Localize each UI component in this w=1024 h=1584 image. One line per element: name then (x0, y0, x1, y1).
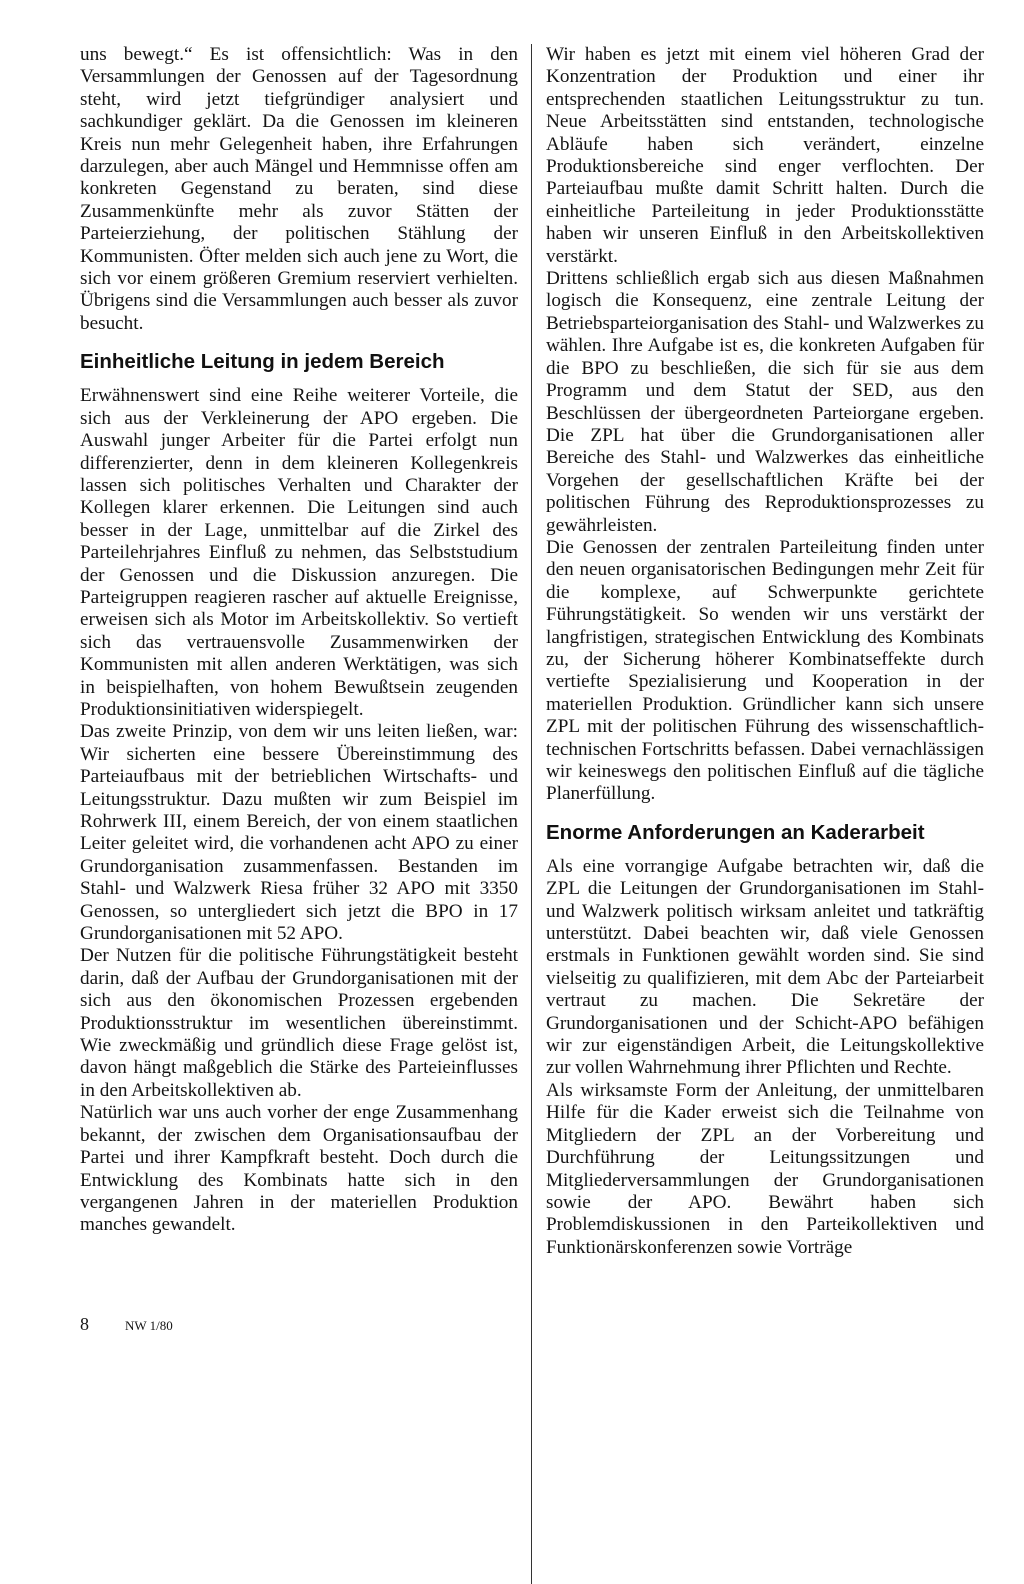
left-column (80, 44, 518, 1237)
column-divider (531, 44, 532, 1584)
paragraph: Wir haben es jetzt mit einem viel höheren Grad der Konzentration der Produktion und einer ihr entsprechenden staatlichen Leitungsstruktur zu tun. Neue Arbeitsstätten sind entstanden, technologische Abläufe haben sich verändert, einzelne Produktionsbereiche sind enger verflochten. Der Parteiaufbau mußte damit Schritt halten. Durch die einheitliche Parteileitung in jeder Produktionsstätte haben wir unseren Einfluß in den Arbeitskollektiven verstärkt. (546, 44, 984, 267)
section-heading: Einheitliche Leitung in jedem Bereich (80, 350, 445, 374)
paragraph: Das zweite Prinzip, von dem wir uns leiten ließen, war: Wir sicherten eine bessere Übereinstimmung des Parteiaufbaus mit der betrieblichen Wirtschafts- und Leitungsstruktur. Dazu mußten wir zum Beispiel im Rohrwerk III, einem Bereich, der von einem staatlichen Leiter geleitet wird, die vorhandenen acht APO zu einer Grundorganisation zusammenfassen. Bestanden im Stahl- und Walzwerk Riesa früher 32 APO mit 3350 Genossen, so untergliedert sich jetzt die BPO in 17 Grundorganisationen mit 52 APO. (80, 721, 518, 945)
paragraph: Drittens schließlich ergab sich aus diesen Maßnahmen logisch die Konsequenz, eine zentrale Leitung der Betriebsparteiorganisation des Stahl- und Walzwerkes zu wählen. Ihre Aufgabe ist es, die konkreten Aufgaben für die BPO zu beschließen, die sich für sie aus dem Programm und dem Statut der SED, aus den Beschlüssen der übergeordneten Parteiorgane ergeben. Die ZPL hat über die Grundorganisationen aller Bereiche des Stahl- und Walzwerkes das einheitliche Vorgehen der gesellschaftlichen Kräfte bei der politischen Führung des Reproduktionsprozesses zu gewährleisten. (546, 268, 984, 536)
paragraph: uns bewegt.“ Es ist offensichtlich: Was in den Versammlungen der Genossen auf der Tagesordnung steht, wird jetzt tiefgründiger analysiert und sachkundiger geklärt. Da die Genossen im kleineren Kreis nun mehr Gelegenheit haben, ihre Erfahrungen darzulegen, aber auch Mängel und Hemmnisse offen am konkreten Gegenstand zu beraten, sind diese Zusammenkünfte mehr als zuvor Stätten der Parteierziehung, der politischen Stählung der Kommunisten. Öfter melden sich auch jene zu Wort, die sich vor einem größeren Gremium reserviert verhielten. Übrigens sind die Versammlungen auch besser als zuvor besucht. (80, 44, 518, 334)
paragraph: Als wirksamste Form der Anleitung, der unmittelbaren Hilfe für die Kader erweist sich die Teilnahme von Mitgliedern der ZPL an der Vorbereitung und Durchführung der Leitungssitzungen und Mitgliederversammlungen der Grundorganisationen sowie der APO. Bewährt haben sich Problemdiskussionen in den Parteikollektiven und Funktionärskonferenzen sowie Vorträge (546, 1079, 984, 1258)
paragraph: Erwähnenswert sind eine Reihe weiterer Vorteile, die sich aus der Verkleinerung der APO ergeben. Die Auswahl junger Arbeiter für die Partei erfolgt nun differenzierter, denn in dem kleineren Kollegenkreis lassen sich politisches Verhalten und Charakter der Kollegen klarer erkennen. Die Leitungen sind auch besser in der Lage, unmittelbar auf die Zirkel des Parteilehrjahres Einfluß zu nehmen, das Selbststudium der Genossen und die Diskussion anzuregen. Die Parteigruppen reagieren rascher auf aktuelle Ereignisse, erweisen sich als Motor im Arbeitskollektiv. So vertieft sich das vertrauensvolle Zusammenwirken der Kommunisten mit allen anderen Werktätigen, was sich in beispielhaften, von hohem Bewußtsein zeugenden Produktionsinitiativen widerspiegelt. (80, 385, 518, 720)
paragraph: Als eine vorrangige Aufgabe betrachten wir, daß die ZPL die Leitungen der Grundorganisationen im Stahl- und Walzwerk politisch wirksam anleitet und tatkräftig unterstützt. Dabei beachten wir, daß viele Genossen erstmals in Funktionen gewählt worden sind. Sie sind vielseitig zu qualifizieren, mit dem Abc der Parteiarbeit vertraut zu machen. Die Sekretäre der Grundorganisationen und der Schicht-APO befähigen wir zur eigenständigen Arbeit, die Leitungskollektive zur vollen Wahrnehmung ihrer Pflichten und Rechte. (546, 855, 984, 1079)
right-column (546, 44, 984, 1259)
section-heading: Enorme Anforderungen an Kaderarbeit (546, 820, 925, 844)
paragraph: Natürlich war uns auch vorher der enge Zusammenhang bekannt, der zwischen dem Organisationsaufbau der Partei und ihrer Kampfkraft besteht. Doch durch die Entwicklung des Kombinats hatte sich in den vergangenen Jahren in der materiellen Produktion manches gewandelt. (80, 1102, 518, 1236)
issue-label: NW 1/80 (125, 1318, 173, 1333)
page-footer (80, 1314, 173, 1335)
page-number: 8 (80, 1314, 89, 1334)
paragraph: Die Genossen der zentralen Parteileitung finden unter den neuen organisatorischen Bedingungen mehr Zeit für die komplexe, auf Schwerpunkte gerichtete Führungstätigkeit. So wenden wir uns verstärkt der langfristigen, strategischen Entwicklung des Kombinats zu, der Sicherung höherer Kombinatseffekte durch vertiefte Spezialisierung und Kooperation in der materiellen Produktion. Gründlicher kann sich unsere ZPL mit der politischen Führung des wissenschaftlich-technischen Fortschritts befassen. Dabei vernachlässigen wir keineswegs den politischen Einfluß auf die tägliche Planerfüllung. (546, 536, 984, 805)
paragraph: Der Nutzen für die politische Führungstätigkeit besteht darin, daß der Aufbau der Grundorganisationen mit der sich aus den ökonomischen Prozessen ergebenden Produktionsstruktur im wesentlichen übereinstimmt. Wie zweckmäßig und gründlich diese Frage gelöst ist, davon hängt maßgeblich die Stärke des Parteieinflusses in den Arbeitskollektiven ab. (80, 945, 518, 1101)
